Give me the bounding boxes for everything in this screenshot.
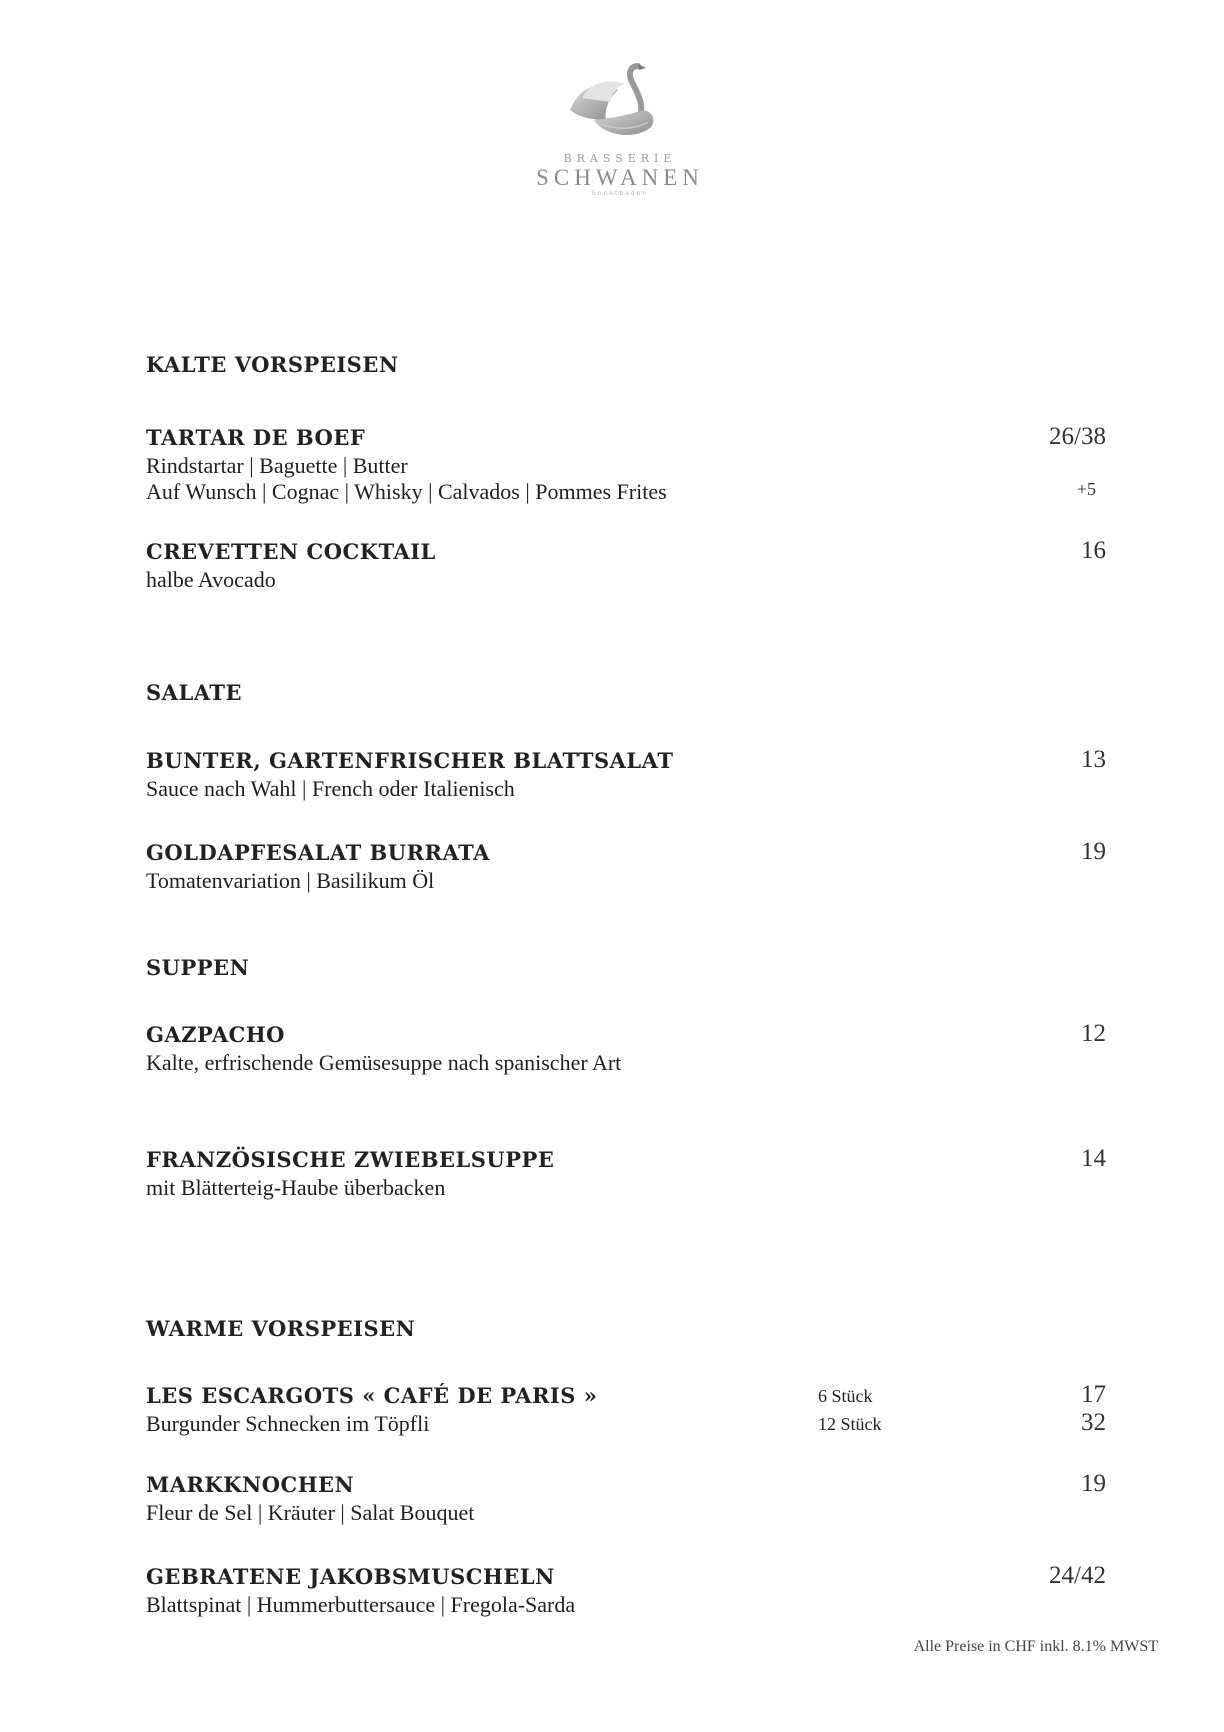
dish-description: Sauce nach Wahl | French oder Italienisch [146,776,515,801]
dish-description: Burgunder Schnecken im Töpfli [146,1411,430,1436]
dish-quantity: 6 Stück [818,1386,873,1406]
dish-price: 19 [1081,838,1106,865]
dish-quantity-large: 12 Stück [818,1414,882,1434]
dish-name: TARTAR DE BOEF [146,425,366,450]
menu-item [146,537,1106,593]
dish-name: LES ESCARGOTS « CAFÉ DE PARIS » [146,1383,598,1408]
dish-description: halbe Avocado [146,567,276,592]
dish-description: Rindstartar | Baguette | Butter [146,453,408,478]
menu-item [146,1020,1106,1076]
dish-name: BUNTER, GARTENFRISCHER BLATTSALAT [146,748,674,773]
dish-description: Kalte, erfrischende Gemüsesuppe nach spanischer Art [146,1050,622,1075]
section-title-kalte-vorspeisen: KALTE VORSPEISEN [146,352,399,377]
dish-description: Tomatenvariation | Basilikum Öl [146,868,435,893]
dish-price: 19 [1081,1470,1106,1497]
dish-name: CREVETTEN COCKTAIL [146,539,436,564]
dish-price: 14 [1081,1145,1106,1172]
menu-item [146,746,1106,802]
dish-price: 13 [1081,746,1106,773]
menu-item [146,1381,1106,1437]
dish-name: GOLDAPFESALAT BURRATA [146,840,490,865]
dish-price: 17 [1081,1381,1106,1408]
section-title-suppen: SUPPEN [146,955,250,980]
brand-line1: BRASSERIE [563,152,677,165]
dish-price-extra: +5 [1076,479,1096,499]
dish-name: GEBRATENE JAKOBSMUSCHELN [146,1564,555,1589]
dish-name: GAZPACHO [146,1022,285,1047]
menu-item [146,1145,1106,1201]
dish-price: 24/42 [1049,1562,1106,1589]
dish-price-large: 32 [1081,1409,1106,1436]
dish-name: MARKKNOCHEN [146,1472,355,1497]
menu-item [146,1470,1106,1526]
section-title-warme-vorspeisen: WARME VORSPEISEN [146,1316,416,1341]
menu-item [146,423,1106,505]
dish-price: 16 [1081,537,1106,564]
brand-logo [530,58,710,218]
dish-description: Fleur de Sel | Kräuter | Salat Bouquet [146,1500,475,1525]
menu-item [146,838,1106,894]
dish-price: 26/38 [1049,423,1106,450]
dish-description-extra: Auf Wunsch | Cognac | Whisky | Calvados | Pommes Frites [146,479,667,504]
brand-subtitle: Ennetbaden [591,190,649,198]
dish-price: 12 [1081,1020,1106,1047]
brand-name: SCHWANEN [536,165,704,190]
section-title-salate: SALATE [146,680,243,705]
price-note: Alle Preise in CHF inkl. 8.1% MWST [913,1638,1158,1655]
dish-description: Blattspinat | Hummerbuttersauce | Fregola-Sarda [146,1592,576,1617]
menu-item [146,1562,1106,1618]
swan-icon [560,58,680,148]
dish-description: mit Blätterteig-Haube überbacken [146,1175,446,1200]
dish-name: FRANZÖSISCHE ZWIEBELSUPPE [146,1147,555,1172]
